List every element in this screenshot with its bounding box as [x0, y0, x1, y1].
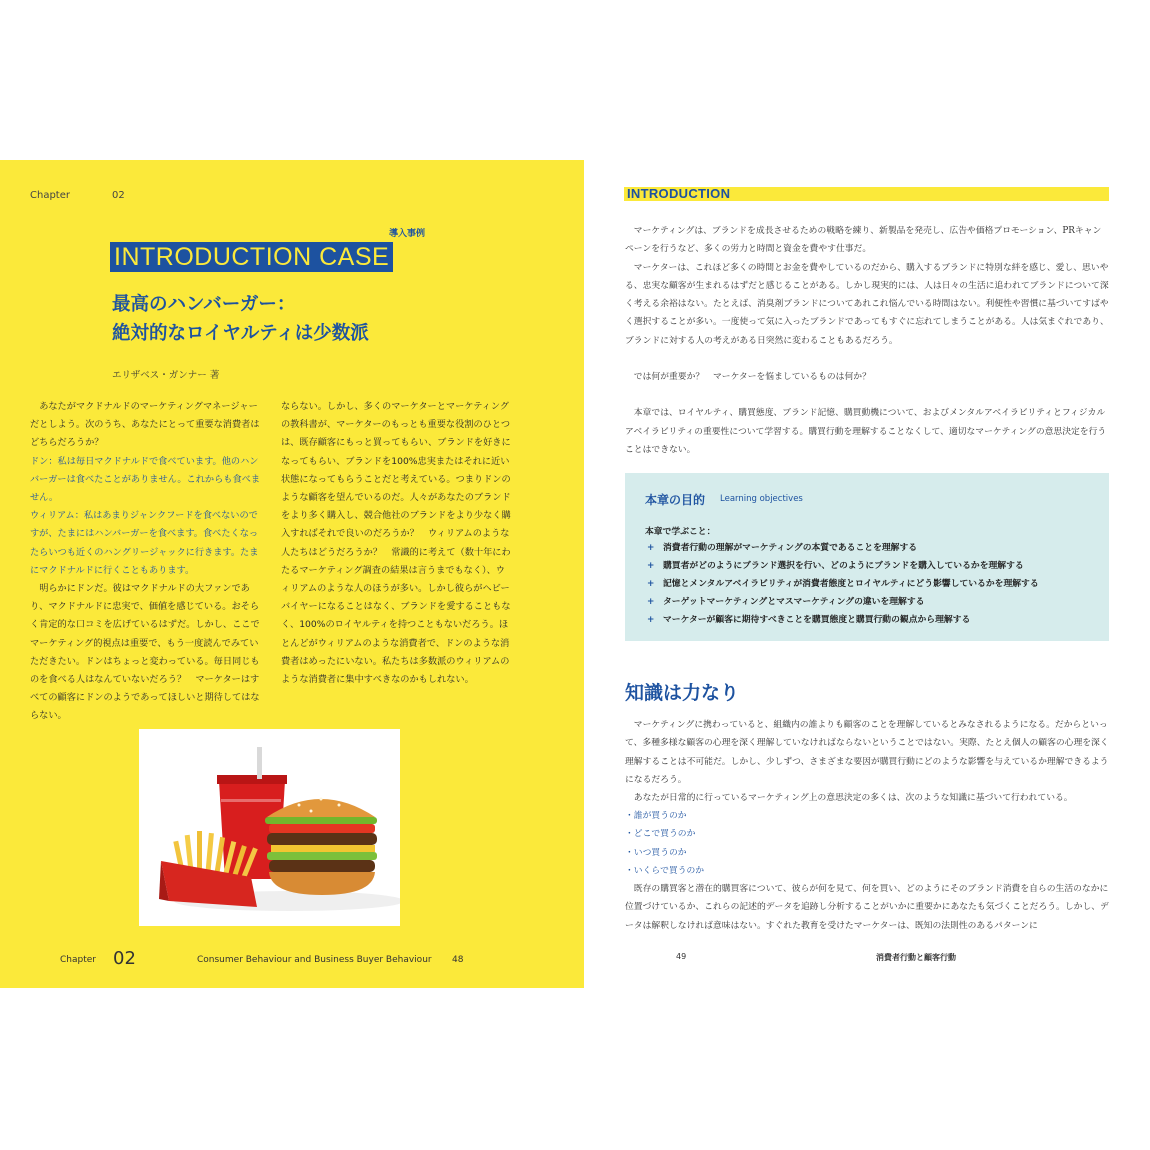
footer-chapter-label: Chapter — [60, 955, 96, 965]
intro-paragraph: では何が重要か？ マーケターを悩ましているものは何か？ — [633, 372, 871, 383]
objective-item — [647, 557, 1097, 575]
plus-icon: + — [647, 561, 655, 571]
objective-text: マーケターが顧客に期待すべきことを購買態度と購買行動の観点から理解する — [663, 615, 971, 625]
knowledge-list-item: ・どこで買うのか — [625, 829, 696, 840]
article-column-2 — [281, 398, 513, 689]
article-column-1 — [30, 398, 262, 726]
plus-icon: + — [647, 579, 655, 589]
objective-item — [647, 539, 1097, 557]
closing-paragraph — [625, 880, 1109, 935]
objective-text: 消費者行動の理解がマーケティングの本質であることを理解する — [663, 543, 918, 553]
knowledge-list-item: ・いつ買うのか — [625, 847, 687, 858]
objective-title: 本章の目的 — [645, 493, 706, 507]
objective-item — [647, 593, 1097, 611]
page-number-49: 49 — [676, 952, 687, 961]
objective-subtitle: Learning objectives — [720, 494, 803, 504]
objective-text: 記憶とメンタルアベイラビリティが消費者態度とロイヤルティにどう影響しているかを理解する — [663, 579, 1039, 589]
headline-line-1: 最高のハンバーガー： — [112, 294, 296, 315]
introduction-label: INTRODUCTION — [627, 186, 731, 201]
introduction-body — [625, 222, 1109, 459]
author-byline: エリザベス・ガンナー 著 — [112, 370, 220, 381]
column-1-paragraph: ウィリアム：私はあまりジャンクフードを食べないのですが、たまにはハンバーガーを食べます。食べたくなったらいつも近くのハングリージャックに行きます。たまにマクドナルドに行くこともあります。 — [30, 510, 259, 576]
footer-chapter-number: 02 — [113, 948, 136, 969]
column-2-paragraph: ならない。しかし、多くのマーケターとマーケティングの教科書が、マーケターのもっとも重要な役割のひとつは、既存顧客にもっと買ってもらい、ブランドを好きになってもらい、ブランドを100%忠実またはそれに近い状態になってもらうことだと考えている。つまりドンのような顧客を望んでいるのだ。人々があなたのブランドをより多く購入し、競合他社のブランドをより少なく購入すればそれで良いのだろうか？ ウィリアムのような人たちはどうだろうか？ 常識的に考えて（数十年にわたるマーケティング調査の結果は言うまでもなく）、ウィリアムのような人のほうが多い。しかし彼らがヘビーバイヤーになることはなく、ブランドを愛することもなく、100%のロイヤルティを持つこともないだろう。ほとんどがウィリアムのような消費者で、ドンのような消費者はめったにいない。私たちは多数派のウィリアムのような消費者に集中すべきなのかもしれない。 — [281, 401, 511, 686]
section-paragraph: マーケティングに携わっていると、組織内の誰よりも顧客のことを理解しているとみなされるようになる。だからといって、多種多様な顧客の心理を深く理解していなければならないということではない。実際、たとえ個人の顧客の心理を深く理解することは不可能だ。しかし、少しずつ、さまざまな要因が購買行動にどのような影響を与えているか理解できるようになるだろう。 — [625, 720, 1109, 785]
headline-line-2: 絶対的なロイヤルティは少数派 — [112, 323, 369, 344]
page-number-48: 48 — [452, 955, 464, 965]
objective-lead: 本章で学ぶこと： — [645, 527, 716, 537]
plus-icon: + — [647, 597, 655, 607]
chapter-number: 02 — [112, 190, 125, 201]
intro-paragraph: 本章では、ロイヤルティ、購買態度、ブランド記憶、購買動機について、およびメンタルアベイラビリティとフィジカルアベイラビリティの重要性について学習する。購買行動を理解することなくして、適切なマーケティングの意思決定を行うことはできない。 — [625, 408, 1107, 455]
column-1-paragraph: 明らかにドンだ。彼はマクドナルドの大ファンであり、マクドナルドに忠実で、価値を感じている。おそらく肯定的な口コミを広げているはずだ。しかし、ここでマーケティング的視点は重要で、もう一度読んでみていただきたい。ドンはちょっと変わっている。毎日同じものを食べる人はなんていないだろう？ マーケターはすべての顧客にドンのようであってほしいと期待してはならない。 — [30, 583, 260, 722]
closing-text: 既存の購買客と潜在的購買客について、彼らが何を見て、何を買い、どのようにそのブランド消費を自らの生活のなかに位置づけているか、これらの記述的データを追跡し分析することがいかに重要かにあなたも気づくことだろう。しかし、データは解釈しなければ意味はない。すぐれた教育を受けたマーケターは、既知の法則性のあるパターンに — [625, 884, 1109, 931]
column-1-paragraph: あなたがマクドナルドのマーケティングマネージャーだとしよう。次のうち、あなたにとって重要な消費者はどちらだろうか？ — [30, 401, 260, 449]
knowledge-list-item: ・誰が買うのか — [625, 811, 687, 821]
objective-text: 購買者がどのようにブランド選択を行い、どのようにブランドを購入しているかを理解する — [663, 561, 1024, 571]
section-paragraph: あなたが日常的に行っているマーケティング上の意思決定の多くは、次のような知識に基づいて行われている。 — [633, 793, 1073, 804]
chapter-label: Chapter — [30, 190, 70, 201]
plus-icon: + — [647, 615, 655, 625]
intro-paragraph: マーケティングは、ブランドを成長させるための戦略を練り、新製品を発売し、広告や価格プロモーション、PRキャンペーンを行うなど、多くの労力と時間と資金を費やす仕事だ。 — [625, 226, 1102, 255]
footer-book-title: Consumer Behaviour and Business Buyer Behaviour — [197, 955, 432, 965]
objective-item — [647, 575, 1097, 593]
plus-icon: + — [647, 543, 655, 553]
section-heading: 知識は力なり — [625, 682, 740, 704]
introduction-case-banner: INTRODUCTION CASE — [110, 242, 393, 272]
footer-right-title: 消費者行動と顧客行動 — [876, 953, 956, 962]
section-body — [625, 716, 1109, 807]
knowledge-list-item: ・いくらで買うのか — [625, 865, 705, 876]
objective-item — [647, 611, 1097, 629]
intro-case-tag: 導入事例 — [389, 229, 426, 239]
objective-list — [647, 539, 1097, 629]
objective-text: ターゲットマーケティングとマスマーケティングの違いを理解する — [663, 597, 925, 607]
burger-fries-drink-photo — [139, 729, 400, 926]
intro-paragraph: マーケターは、これほど多くの時間とお金を費やしているのだから、購入するブランドに特別な絆を感じ、愛し、思いやる、忠実な顧客が生まれるはずだと感じることがある。しかし現実的には、人は日々の生活に追われてブランドについて深く考える余裕はない。たとえば、消臭剤ブランドについてあれこれ悩んでいる時間はない。利便性や習慣に基づいてすばやく選択することが多い。一度使って気に入ったブランドであってもすぐに忘れてしまうことがある。人は気まぐれであり、ブランドに対する人の考えがある日突然に変わることもあるだろう。 — [625, 262, 1109, 346]
knowledge-list — [625, 807, 1109, 880]
column-1-paragraph: ドン：私は毎日マクドナルドで食べています。他のハンバーガーは食べたことがありません。これからも食べません。 — [30, 455, 261, 504]
